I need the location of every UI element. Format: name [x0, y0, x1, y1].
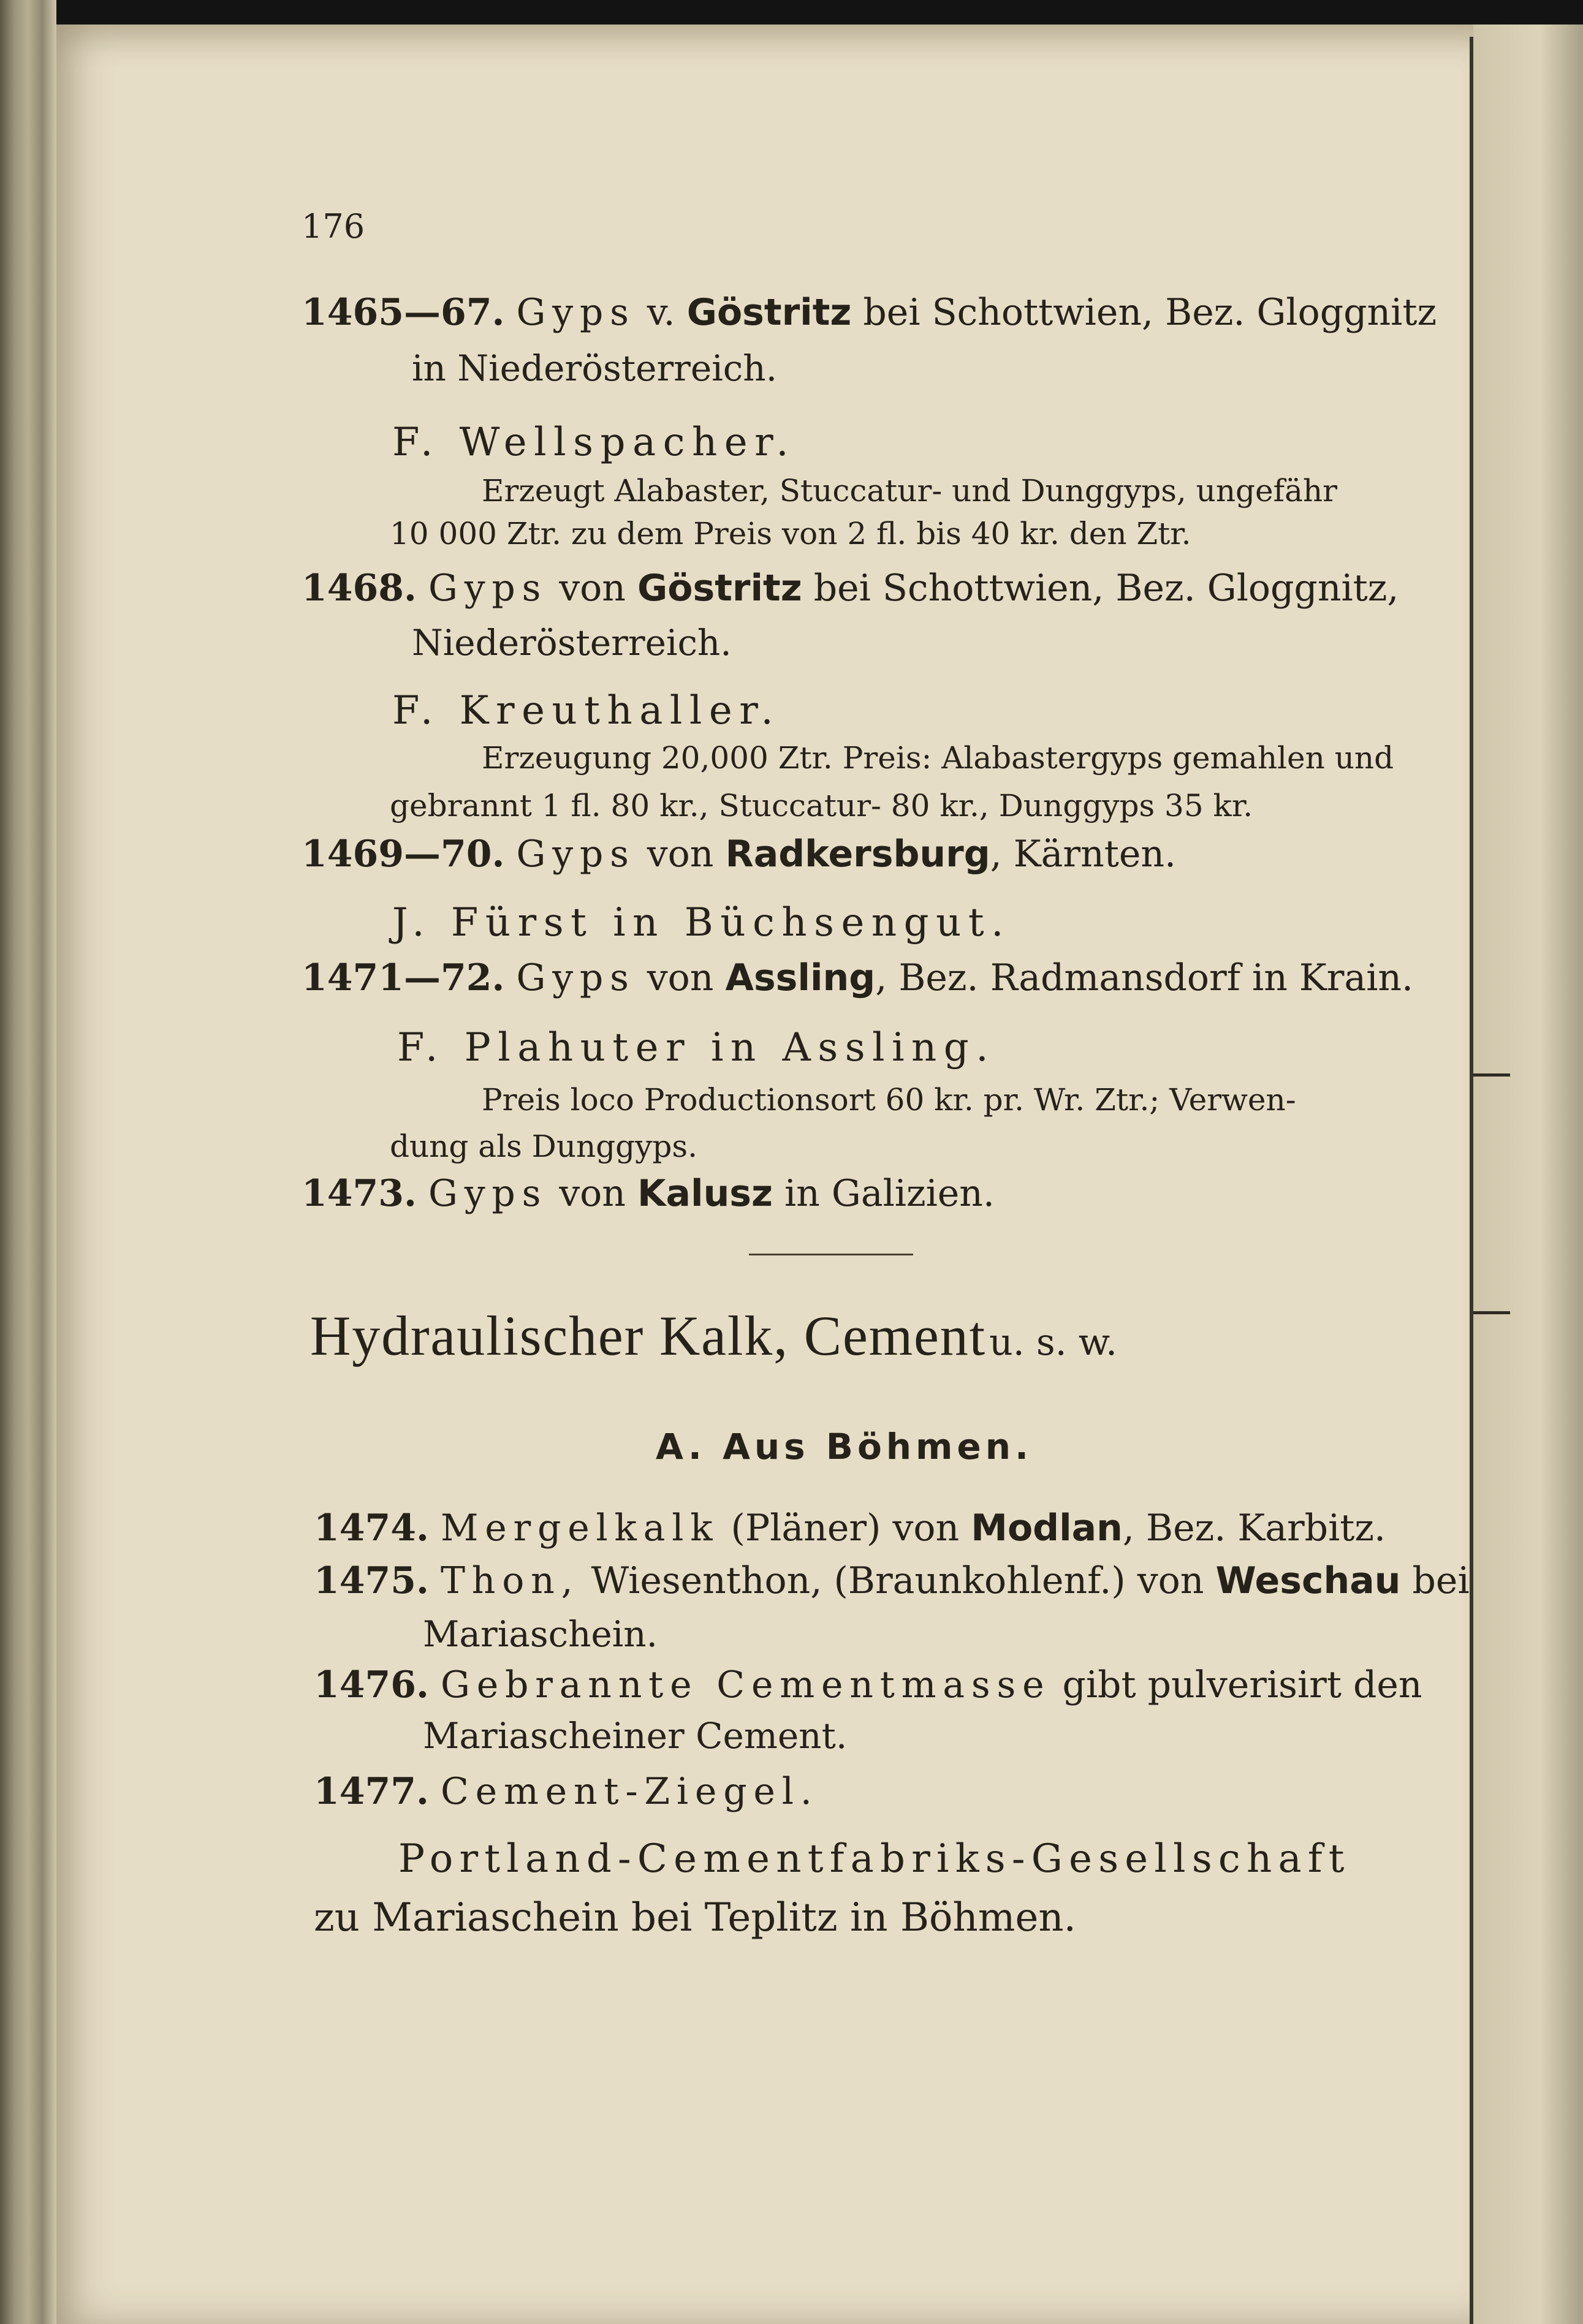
- page-number: 176: [302, 207, 365, 246]
- entry-note: Erzeugung 20,000 Ztr. Preis: Alabastergyps gemahlen und: [482, 740, 1394, 776]
- entry-continuation: Mariascheiner Cement.: [423, 1715, 848, 1757]
- section-heading: [310, 1304, 1118, 1367]
- entry-text: , Kärnten.: [990, 833, 1177, 876]
- entry-text: , Bez. Radmansdorf in Krain.: [875, 956, 1414, 999]
- entry-item: Mergelkalk: [440, 1507, 719, 1550]
- entry-continuation: Niederösterreich.: [412, 622, 732, 664]
- page-gutter-line: [1470, 37, 1473, 2324]
- entry-item: Gyps: [516, 291, 636, 334]
- entry-line: [302, 956, 1414, 999]
- book-edge-left: [0, 0, 56, 2324]
- entry-place: Weschau: [1215, 1559, 1401, 1602]
- firm-name: F. Wellspacher.: [392, 420, 796, 465]
- entry-item: Gyps: [516, 833, 636, 876]
- entry-line: [302, 567, 1399, 610]
- entry-text: bei Schottwien, Bez. Gloggnitz: [851, 291, 1437, 334]
- firm-name: F. Plahuter in Assling.: [397, 1025, 996, 1070]
- entry-line: [302, 1172, 995, 1215]
- entry-item: Cement-Ziegel.: [440, 1770, 819, 1813]
- entry-continuation: in Niederösterreich.: [412, 347, 778, 389]
- entry-text: gibt pulverisirt den: [1050, 1664, 1422, 1706]
- entry-number: 1475.: [314, 1559, 429, 1602]
- firm-name: Portland-Cementfabriks-Gesellschaft: [398, 1836, 1351, 1882]
- entry-number: 1477.: [314, 1770, 429, 1813]
- entry-line: [314, 1770, 819, 1813]
- entry-line: [314, 1664, 1422, 1706]
- entry-text: Wiesenthon, (Braunkohlenf.) von: [579, 1559, 1216, 1602]
- entry-text: (Pläner) von: [719, 1507, 971, 1550]
- entry-line: [314, 1559, 1470, 1602]
- entry-place: Assling: [725, 956, 876, 999]
- gutter-tick: [1473, 1073, 1510, 1077]
- entry-line: [302, 833, 1177, 876]
- entry-line: [302, 291, 1437, 334]
- entry-continuation: Mariaschein.: [423, 1613, 658, 1655]
- entry-number: 1465—67.: [302, 291, 505, 334]
- gutter-tick: [1473, 1311, 1510, 1314]
- entry-text: von: [547, 1172, 638, 1215]
- entry-text: von: [547, 567, 638, 610]
- section-heading-text: Hydraulischer Kalk, Cement: [310, 1304, 986, 1367]
- entry-place: Kalusz: [637, 1172, 773, 1215]
- section-divider: [749, 1254, 913, 1255]
- entry-text: von: [635, 833, 726, 876]
- section-heading-suffix: u. s. w.: [989, 1321, 1118, 1364]
- entry-number: 1468.: [302, 567, 417, 610]
- entry-text: von: [635, 956, 726, 999]
- next-page-edge: [1473, 25, 1583, 2324]
- entry-place: Göstritz: [637, 567, 802, 610]
- entry-number: 1474.: [314, 1507, 429, 1550]
- entry-note: 10 000 Ztr. zu dem Preis von 2 fl. bis 40 kr. den Ztr.: [390, 516, 1191, 551]
- entry-place: Göstritz: [686, 291, 852, 334]
- entry-text: in Galizien.: [772, 1172, 995, 1215]
- entry-note: Preis loco Productionsort 60 kr. pr. Wr. Ztr.; Verwen-: [482, 1082, 1296, 1118]
- entry-number: 1476.: [314, 1664, 429, 1706]
- section-subheading: A. Aus Böhmen.: [656, 1426, 1033, 1467]
- entry-item: Gebrannte Cementmasse: [440, 1664, 1051, 1706]
- entry-text: bei: [1400, 1559, 1470, 1602]
- entry-note: Erzeugt Alabaster, Stuccatur- und Dunggyps, ungefähr: [482, 473, 1338, 509]
- entry-item: Gyps: [516, 956, 636, 999]
- entry-number: 1473.: [302, 1172, 417, 1215]
- entry-text: bei Schottwien, Bez. Gloggnitz,: [802, 567, 1399, 610]
- entry-number: 1469—70.: [302, 833, 505, 876]
- entry-item: Gyps: [428, 567, 548, 610]
- entry-line: [314, 1507, 1386, 1550]
- entry-item: Gyps: [428, 1172, 548, 1215]
- entry-number: 1471—72.: [302, 956, 505, 999]
- entry-text: v.: [635, 291, 687, 334]
- entry-place: Radkersburg: [725, 833, 990, 876]
- entry-item: Thon,: [440, 1559, 580, 1602]
- firm-name: J. Fürst in Büchsengut.: [392, 900, 1011, 945]
- entry-note: gebrannt 1 fl. 80 kr., Stuccatur- 80 kr., Dunggyps 35 kr.: [390, 788, 1253, 823]
- firm-name-continuation: zu Mariaschein bei Teplitz in Böhmen.: [314, 1895, 1076, 1940]
- entry-place: Modlan: [971, 1507, 1123, 1550]
- firm-name: F. Kreuthaller.: [392, 688, 781, 733]
- entry-note: dung als Dunggyps.: [390, 1129, 697, 1164]
- entry-text: , Bez. Karbitz.: [1122, 1507, 1386, 1550]
